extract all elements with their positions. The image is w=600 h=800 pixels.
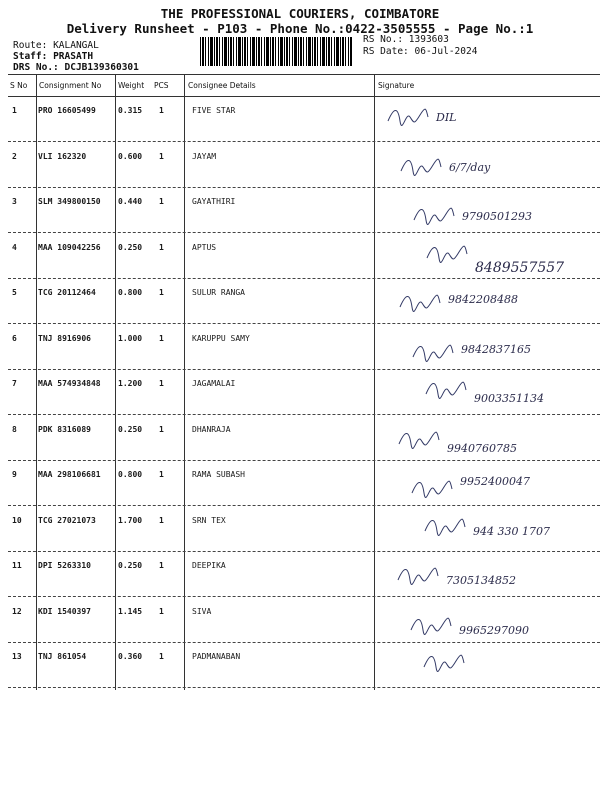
cell-weight: 0.800 bbox=[118, 470, 143, 479]
rs-no-line bbox=[363, 34, 449, 46]
cell-weight: 1.700 bbox=[118, 515, 143, 525]
cell-pcs: 1 bbox=[159, 333, 164, 343]
cell-consignee: DHANRAJA bbox=[192, 424, 231, 434]
cell-weight: 0.250 bbox=[118, 561, 143, 570]
signature-stroke bbox=[398, 568, 438, 584]
signature-cell bbox=[380, 552, 600, 598]
signature-stroke bbox=[401, 159, 441, 175]
cell-consignment: MAA 109042256 bbox=[38, 242, 101, 252]
cell-sno: 7 bbox=[12, 379, 17, 388]
signature-scribble bbox=[380, 416, 600, 462]
header-signature: Signature bbox=[378, 81, 415, 90]
signature-phone: 6/7/day bbox=[449, 160, 491, 174]
cell-pcs: 1 bbox=[159, 151, 164, 161]
table-row bbox=[8, 234, 600, 279]
table-row bbox=[8, 416, 600, 461]
cell-weight: 0.360 bbox=[118, 652, 143, 661]
signature-cell bbox=[380, 143, 600, 189]
rs-date-value: 06-Jul-2024 bbox=[414, 46, 478, 57]
cell-sno: 13 bbox=[12, 652, 22, 661]
signature-scribble bbox=[380, 598, 600, 644]
signature-stroke bbox=[400, 295, 440, 311]
rs-date-label: RS Date: bbox=[363, 46, 409, 57]
signature-stroke bbox=[412, 481, 452, 497]
table-row bbox=[8, 461, 600, 506]
cell-consignment: DPI 5263310 bbox=[38, 561, 91, 570]
signature-phone: 9003351134 bbox=[474, 392, 544, 405]
signature-cell bbox=[380, 234, 600, 280]
drs-value: DCJB139360301 bbox=[64, 62, 139, 73]
signature-cell bbox=[380, 416, 600, 462]
signature-cell bbox=[380, 370, 600, 416]
cell-sno: 8 bbox=[12, 424, 17, 434]
cell-consignment: TNJ 861054 bbox=[38, 652, 87, 661]
route-label: Route: bbox=[13, 40, 48, 51]
cell-pcs: 1 bbox=[159, 106, 164, 115]
cell-sno: 10 bbox=[12, 515, 22, 525]
signature-phone: 9790501293 bbox=[462, 210, 532, 223]
route-value: KALANGAL bbox=[53, 40, 99, 51]
runsheet-title-line: Delivery Runsheet - P103 - Phone No.:0422-3505555 - Page No.:1 bbox=[66, 21, 534, 36]
table-row bbox=[8, 552, 600, 597]
signature-stroke bbox=[427, 246, 467, 262]
cell-weight: 0.440 bbox=[118, 197, 143, 206]
table-header bbox=[8, 74, 600, 97]
row-separator bbox=[8, 687, 600, 688]
table-row bbox=[8, 370, 600, 415]
cell-consignment: KDI 1540397 bbox=[38, 606, 91, 616]
cell-weight: 0.800 bbox=[118, 288, 143, 297]
signature-cell bbox=[380, 97, 600, 143]
cell-weight: 0.250 bbox=[118, 242, 143, 252]
cell-pcs: 1 bbox=[159, 197, 164, 206]
signature-phone: 9940760785 bbox=[447, 441, 517, 455]
cell-pcs: 1 bbox=[159, 515, 164, 525]
signature-scribble bbox=[380, 643, 600, 689]
cell-sno: 3 bbox=[12, 197, 17, 206]
signature-phone: 9842837165 bbox=[461, 342, 531, 356]
signature-stroke bbox=[399, 432, 439, 448]
cell-sno: 6 bbox=[12, 333, 17, 343]
cell-weight: 1.000 bbox=[118, 333, 143, 343]
signature-phone: 9965297090 bbox=[459, 623, 529, 637]
cell-sno: 1 bbox=[12, 106, 17, 115]
signature-phone: 944 330 1707 bbox=[473, 524, 550, 538]
signature-phone: 8489557557 bbox=[475, 259, 565, 276]
cell-consignment: TCG 20112464 bbox=[38, 288, 96, 297]
cell-pcs: 1 bbox=[159, 652, 164, 661]
cell-consignment: VLI 162320 bbox=[38, 151, 87, 161]
cell-pcs: 1 bbox=[159, 424, 164, 434]
rs-date-line bbox=[363, 46, 477, 58]
signature-cell bbox=[380, 598, 600, 644]
table-row bbox=[8, 507, 600, 552]
rs-no-value: 1393603 bbox=[408, 34, 449, 45]
table-row bbox=[8, 643, 600, 688]
cell-consignment: SLM 349800150 bbox=[38, 197, 101, 206]
header-sno: S No bbox=[10, 81, 28, 90]
signature-phone: 9952400047 bbox=[460, 475, 530, 488]
cell-weight: 0.315 bbox=[118, 106, 143, 115]
cell-consignment: TNJ 8916906 bbox=[38, 333, 91, 343]
cell-sno: 12 bbox=[12, 606, 22, 616]
cell-sno: 9 bbox=[12, 470, 17, 479]
cell-consignee: APTUS bbox=[192, 242, 217, 252]
cell-consignment: TCG 27021073 bbox=[38, 515, 96, 525]
cell-consignee: KARUPPU SAMY bbox=[192, 333, 250, 343]
cell-consignment: MAA 298106681 bbox=[38, 470, 101, 479]
header-consignment: Consignment No bbox=[39, 81, 102, 90]
signature-cell bbox=[380, 643, 600, 689]
company-title: THE PROFESSIONAL COURIERS, COIMBATORE bbox=[160, 6, 440, 21]
drs-label: DRS No.: bbox=[13, 62, 59, 73]
cell-consignee: RAMA SUBASH bbox=[192, 470, 245, 479]
signature-stroke bbox=[424, 655, 464, 671]
cell-sno: 11 bbox=[12, 561, 22, 570]
cell-consignment: MAA 574934848 bbox=[38, 379, 101, 388]
cell-weight: 1.200 bbox=[118, 379, 143, 388]
cell-consignee: SRN TEX bbox=[192, 515, 226, 525]
signature-cell bbox=[380, 507, 600, 553]
cell-pcs: 1 bbox=[159, 379, 164, 388]
cell-consignee: DEEPIKA bbox=[192, 561, 226, 570]
cell-weight: 0.250 bbox=[118, 424, 143, 434]
cell-consignee: JAGAMALAI bbox=[192, 379, 236, 388]
signature-stroke bbox=[414, 208, 454, 224]
drs-line bbox=[13, 62, 139, 74]
table-row bbox=[8, 279, 600, 324]
cell-consignee: PADMANABAN bbox=[192, 652, 241, 661]
cell-consignment: PRO 16605499 bbox=[38, 106, 96, 115]
table-row bbox=[8, 143, 600, 188]
cell-consignee: JAYAM bbox=[192, 151, 217, 161]
header-consignee: Consignee Details bbox=[188, 81, 256, 90]
table-row bbox=[8, 188, 600, 233]
signature-phone: DIL bbox=[436, 111, 457, 124]
cell-consignee: SIVA bbox=[192, 606, 212, 616]
cell-pcs: 1 bbox=[159, 606, 164, 616]
signature-stroke bbox=[411, 618, 451, 634]
cell-pcs: 1 bbox=[159, 242, 164, 252]
cell-sno: 4 bbox=[12, 242, 17, 252]
signature-scribble bbox=[380, 97, 600, 143]
signature-stroke bbox=[388, 109, 428, 125]
cell-consignment: PDK 8316089 bbox=[38, 424, 91, 434]
signature-stroke bbox=[426, 382, 466, 398]
signature-stroke bbox=[413, 345, 453, 361]
signature-cell bbox=[380, 279, 600, 325]
cell-sno: 5 bbox=[12, 288, 17, 297]
header-pcs: PCS bbox=[154, 81, 169, 90]
staff-label: Staff: bbox=[13, 51, 48, 62]
signature-phone: 9842208488 bbox=[448, 293, 518, 306]
table-row bbox=[8, 598, 600, 643]
staff-value: PRASATH bbox=[53, 51, 94, 62]
cell-consignee: FIVE STAR bbox=[192, 106, 236, 115]
cell-pcs: 1 bbox=[159, 470, 164, 479]
table-row bbox=[8, 97, 600, 142]
signature-cell bbox=[380, 325, 600, 371]
rs-no-label: RS No.: bbox=[363, 34, 404, 45]
signature-cell bbox=[380, 188, 600, 234]
signature-cell bbox=[380, 461, 600, 507]
cell-weight: 1.145 bbox=[118, 606, 143, 616]
runsheet-barcode bbox=[200, 37, 352, 66]
header-weight: Weight bbox=[118, 81, 145, 90]
cell-pcs: 1 bbox=[159, 288, 164, 297]
signature-phone: 7305134852 bbox=[446, 574, 516, 587]
cell-consignee: GAYATHIRI bbox=[192, 197, 236, 206]
runsheet-table bbox=[8, 74, 600, 690]
table-row bbox=[8, 325, 600, 370]
cell-sno: 2 bbox=[12, 151, 17, 161]
cell-weight: 0.600 bbox=[118, 151, 143, 161]
cell-consignee: SULUR RANGA bbox=[192, 288, 245, 297]
signature-stroke bbox=[425, 519, 465, 535]
cell-pcs: 1 bbox=[159, 561, 164, 570]
